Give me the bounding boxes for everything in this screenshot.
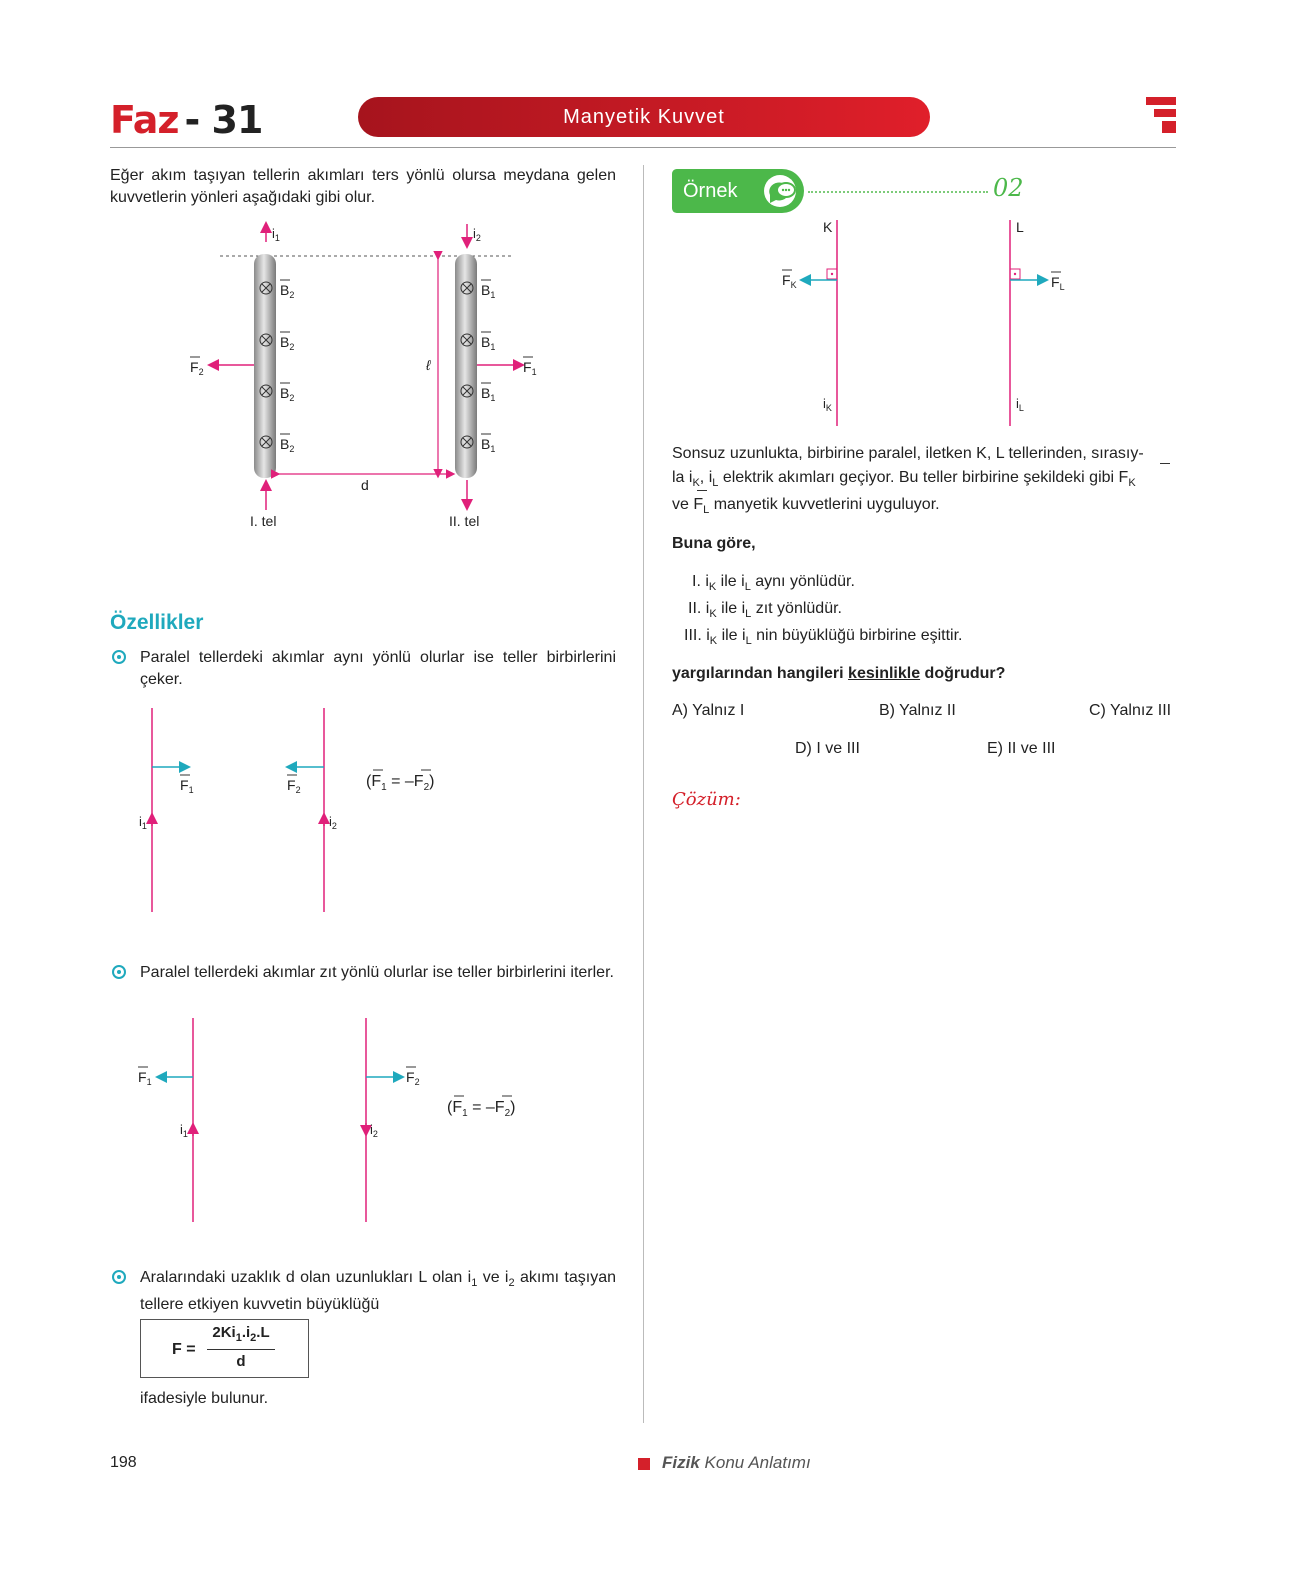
bullet-1-text: Paralel tellerdeki akımlar aynı yönlü olurlar ise teller birbirlerini çeker. [140,649,616,688]
label-i1: $i_1$ [180,1122,188,1139]
section-title: Özellikler [110,611,204,634]
b2-labels [280,282,294,454]
column-divider [643,165,644,1423]
option-d[interactable]: D) I ve III [795,740,860,757]
wire-1-label: I. tel [250,513,277,529]
label-L: L [1016,219,1024,235]
label-f2: $F_2$ [190,359,204,377]
example-label: Örnek [683,180,738,202]
example-dotted-line [808,191,988,193]
bullet-icon [112,1270,126,1284]
label-f2: $F_2$ [406,1069,420,1087]
footer-brand: Fizik Konu Anlatımı [662,1453,811,1472]
svg-text:B1: $B_1$ [481,436,496,454]
page-number: 198 [110,1454,137,1471]
option-b[interactable]: B) Yalnız II [879,702,956,719]
label-d: d [361,477,369,493]
chapter-title: Manyetik Kuvvet [358,97,930,137]
statement-3: III. $i_K$ ile $i_L$ nin büyüklüğü birbirine eşittir. [684,627,963,648]
label-ell: ℓ [426,357,431,373]
corner-logo-icon [1146,97,1176,137]
chat-bubbles-icon [762,173,802,209]
formula-caption: ifadesiyle bulunur. [140,1390,269,1407]
force-equation: $(F_1 = -F_2)$ [447,1099,516,1119]
label-i2: $i_2$ [329,814,337,831]
statement-2: II. $i_K$ ile $i_L$ zıt yönlüdür. [688,600,842,621]
buna-gore: Buna göre, [672,535,756,552]
fraction-bar [207,1349,275,1350]
statement-1: I. $i_K$ ile $i_L$ aynı yönlüdür. [692,573,855,594]
wire-2-label: II. tel [449,513,480,529]
option-c[interactable]: C) Yalnız III [1089,702,1172,719]
label-il: $i_L$ [1016,396,1024,413]
label-f1: $F_1$ [180,777,194,795]
vector-bar [1160,463,1170,464]
option-e[interactable]: E) II ve III [987,740,1056,757]
label-K: K [823,219,833,235]
footer-square-icon [638,1458,650,1470]
formula-denominator: d [236,1353,246,1370]
label-i1: $i_1$ [139,814,147,831]
label-f1: $F_1$ [523,359,537,377]
label-fk: $F_K$ [782,272,797,290]
bullet-icon [112,965,126,979]
force-equation: $(F_1 = -F_2)$ [366,773,435,793]
svg-text:B1: $B_1$ [481,385,496,403]
brand-logo: Faz - 31 [110,98,263,142]
example-badge [672,169,804,213]
solution-label: Çözüm: [672,789,741,810]
label-i2: $i_2$ [370,1122,378,1139]
label-fl: $F_L$ [1051,274,1065,292]
bullet-3-text: Aralarındaki uzaklık d olan uzunlukları L olan $i_1$ ve $i_2$ akımı taşıyan tellere etkiyen kuvvetin büyüklüğü [140,1269,617,1314]
svg-text:B2: $B_2$ [280,385,295,403]
svg-text:B2: $B_2$ [280,334,295,352]
label-f1: $F_1$ [138,1069,152,1087]
kl-wires-figure [770,212,1080,432]
svg-text:B2: $B_2$ [280,436,295,454]
svg-text:B1: $B_1$ [481,334,496,352]
question-prompt: yargılarından hangileri kesinlikle doğrudur? [672,665,1006,682]
header-rule [110,147,1176,148]
question-line-3: ve $F_L$ manyetik kuvvetlerini uyguluyor. [672,496,940,517]
vector-bar [697,490,707,491]
svg-text:B2: $B_2$ [280,282,295,300]
svg-text:B1: $B_1$ [481,282,496,300]
label-i2: $i_2$ [473,226,481,243]
question-line-2: la $i_K$, $i_L$ elektrik akımları geçiyor. Bu teller birbirine şekildeki gibi $F_K$ [672,469,1136,490]
label-f2: $F_2$ [287,777,301,795]
formula-numerator: $2Ki_1.i_2.L$ [212,1324,270,1344]
force-formula-box [140,1319,309,1378]
label-i1: $i_1$ [272,226,280,243]
intro-paragraph: Eğer akım taşıyan tellerin akımları ters yönlü olursa meydana gelen kuvvetlerin yönleri aşağıdaki gibi olur. [110,167,616,206]
example-number: 02 [993,174,1024,202]
option-a[interactable]: A) Yalnız I [672,702,745,719]
opposite-current-figure [180,220,540,540]
question-line-1: Sonsuz uzunlukta, birbirine paralel, iletken K, L tellerinden, sırasıy- [672,445,1144,462]
opposite-direction-figure [120,1010,540,1230]
bullet-2-text: Paralel tellerdeki akımlar zıt yönlü olurlar ise teller birbirlerini iterler. [140,964,614,981]
b1-labels [481,282,495,454]
bullet-icon [112,650,126,664]
same-direction-figure [120,700,470,920]
formula-lhs: F = [172,1341,196,1358]
label-ik: $i_K$ [823,396,832,413]
